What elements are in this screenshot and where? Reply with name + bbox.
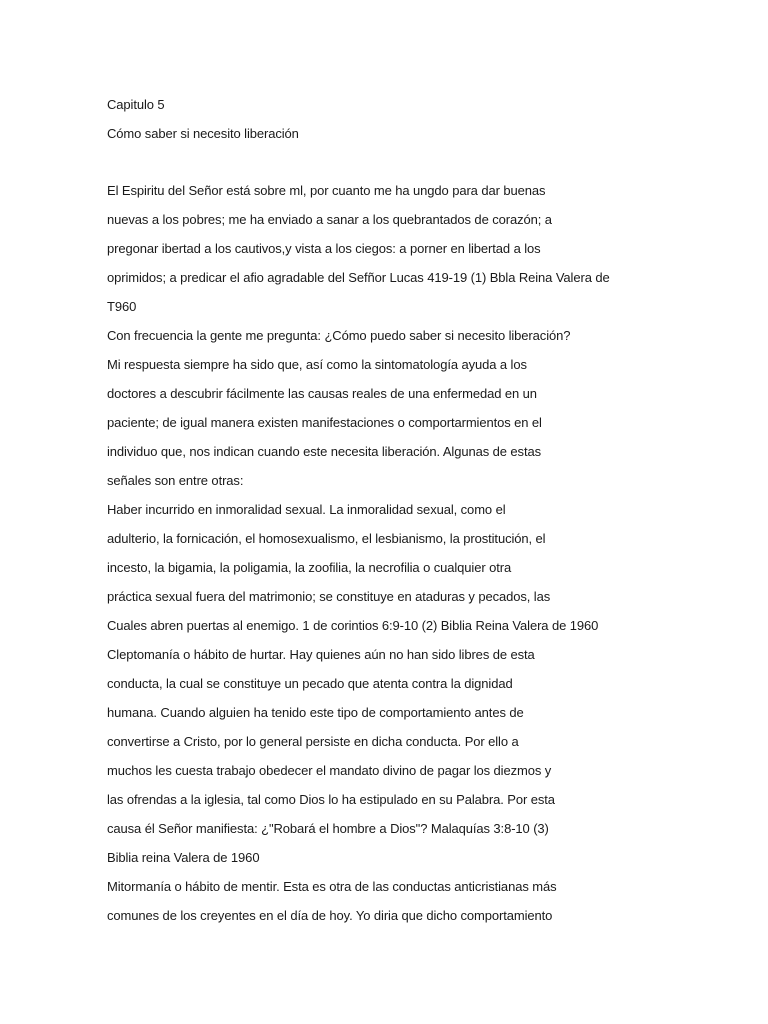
text-line: Biblia reina Valera de 1960 bbox=[107, 850, 260, 865]
text-line: comunes de los creyentes en el día de hoy. Yo diria que dicho comportamiento bbox=[107, 908, 553, 923]
text-line: adulterio, la fornicación, el homosexualismo, el lesbianismo, la prostitución, el bbox=[107, 531, 546, 546]
text-line: oprimidos; a predicar el afio agradable del Sefñor Lucas 419-19 (1) Bbla Reina Valera de bbox=[107, 270, 610, 285]
paragraph-gap bbox=[107, 148, 707, 176]
text-line: causa él Señor manifiesta: ¿"Robará el hombre a Dios"? Malaquías 3:8-10 (3) bbox=[107, 821, 549, 836]
text-line: individuo que, nos indican cuando este necesita liberación. Algunas de estas bbox=[107, 444, 541, 459]
text-line: Mitormanía o hábito de mentir. Esta es otra de las conductas anticristianas más bbox=[107, 879, 557, 894]
text-line: convertirse a Cristo, por lo general persiste en dicha conducta. Por ello a bbox=[107, 734, 519, 749]
text-line: Haber incurrido en inmoralidad sexual. La inmoralidad sexual, como el bbox=[107, 502, 506, 517]
text-line: Mi respuesta siempre ha sido que, así como la sintomatología ayuda a los bbox=[107, 357, 527, 372]
text-line: T960 bbox=[107, 299, 137, 314]
text-line: paciente; de igual manera existen manifestaciones o comportarmientos en el bbox=[107, 415, 542, 430]
text-line: doctores a descubrir fácilmente las causas reales de una enfermedad en un bbox=[107, 386, 537, 401]
text-line: nuevas a los pobres; me ha enviado a sanar a los quebrantados de corazón; a bbox=[107, 212, 552, 227]
text-line: las ofrendas a la iglesia, tal como Dios lo ha estipulado en su Palabra. Por esta bbox=[107, 792, 555, 807]
text-line: pregonar ibertad a los cautivos,y vista a los ciegos: a porner en libertad a los bbox=[107, 241, 541, 256]
chapter-title: Cómo saber si necesito liberación bbox=[107, 126, 299, 141]
text-line: Con frecuencia la gente me pregunta: ¿Cómo puedo saber si necesito liberación? bbox=[107, 328, 571, 343]
text-line: muchos les cuesta trabajo obedecer el mandato divino de pagar los diezmos y bbox=[107, 763, 552, 778]
text-line: práctica sexual fuera del matrimonio; se constituye en ataduras y pecados, las bbox=[107, 589, 551, 604]
text-line: humana. Cuando alguien ha tenido este tipo de comportamiento antes de bbox=[107, 705, 524, 720]
text-line: Cuales abren puertas al enemigo. 1 de corintios 6:9-10 (2) Biblia Reina Valera de 1960 bbox=[107, 618, 599, 633]
text-line: El Espiritu del Señor está sobre ml, por cuanto me ha ungdo para dar buenas bbox=[107, 183, 546, 198]
text-line: incesto, la bigamia, la poligamia, la zoofilia, la necrofilia o cualquier otra bbox=[107, 560, 512, 575]
text-line: conducta, la cual se constituye un pecado que atenta contra la dignidad bbox=[107, 676, 513, 691]
chapter-heading: Capitulo 5 bbox=[107, 97, 165, 112]
text-line: señales son entre otras: bbox=[107, 473, 244, 488]
text-line: Cleptomanía o hábito de hurtar. Hay quienes aún no han sido libres de esta bbox=[107, 647, 535, 662]
document-body bbox=[107, 90, 707, 930]
